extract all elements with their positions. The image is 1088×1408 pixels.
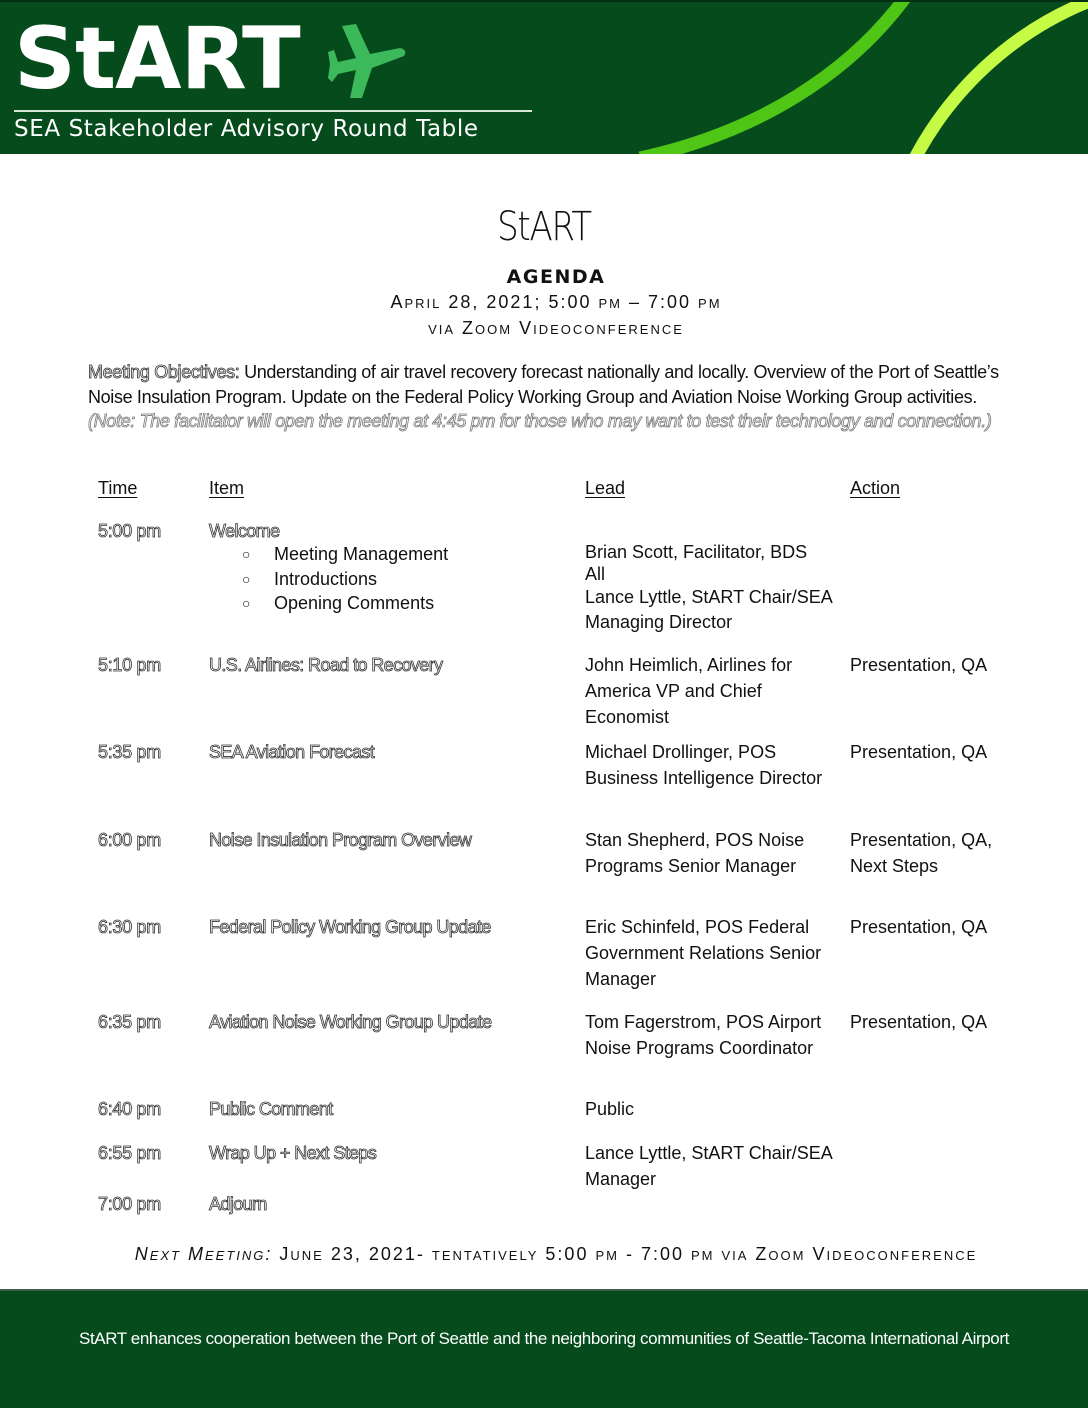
objectives-note: (Note: The facilitator will open the meeting at 4:45 pm for those who may want to test their technology and connection.) (88, 411, 992, 431)
row-item: U.S. Airlines: Road to Recovery (209, 655, 443, 675)
row-item: SEA Aviation Forecast (209, 742, 375, 762)
row-time: 5:35 pm (98, 742, 161, 762)
document-title: StART (497, 204, 591, 250)
row-time: 5:10 pm (98, 655, 161, 675)
row-lead: Stan Shepherd, POS Noise Programs Senior Manager (585, 830, 805, 876)
logo-divider (14, 110, 532, 112)
column-header-time: Time (98, 478, 138, 498)
row-action: Presentation, QA (850, 655, 988, 675)
row-action: Presentation, QA (850, 1012, 988, 1032)
next-meeting-label: Next Meeting: (134, 1244, 273, 1264)
swoosh-right (915, 2, 1088, 154)
sub-item: ○ Meeting Management (240, 542, 448, 567)
next-meeting-details: June 23, 2021- tentatively 5:00 pm - 7:00 pm via Zoom Videoconference (272, 1244, 978, 1264)
header-banner (0, 0, 1088, 154)
agenda-heading: AGENDA (506, 266, 606, 288)
column-header-item: Item (209, 478, 245, 498)
row-item: Aviation Noise Working Group Update (209, 1012, 492, 1032)
column-header-lead: Lead (585, 478, 626, 498)
row-item: Welcome (209, 521, 280, 541)
row-lead: Tom Fagerstrom, POS Airport Noise Programs Coordinator (585, 1012, 822, 1058)
row-time: 5:00 pm (98, 521, 161, 541)
swoosh-left (640, 2, 905, 154)
row-action: Presentation, QA (850, 742, 988, 762)
objectives-text: Understanding of air travel recovery forecast nationally and locally. Overview of the Port of Seattle’s Noise Insulation Program. Update on the Federal Policy Working Group and Aviation Noise Working Group activities. (88, 362, 999, 407)
circle-bullet-icon: ○ (242, 546, 251, 562)
row-item: Wrap Up + Next Steps (209, 1143, 377, 1163)
meeting-date: April 28, 2021; 5:00 pm – 7:00 pm (390, 292, 722, 312)
objectives-label: Meeting Objectives: (88, 362, 240, 382)
logo-wordmark: StART (14, 9, 300, 109)
row-time: 6:00 pm (98, 830, 161, 850)
row-time: 6:35 pm (98, 1012, 161, 1032)
row-item: Noise Insulation Program Overview (209, 830, 472, 850)
row-lead: Eric Schinfeld, POS Federal Government Relations Senior Manager (585, 917, 822, 989)
logo-subtitle: SEA Stakeholder Advisory Round Table (14, 116, 479, 142)
row-time: 6:40 pm (98, 1099, 161, 1119)
meeting-objectives (88, 360, 1023, 434)
row-item: Adjourn (209, 1194, 267, 1214)
row-lead: John Heimlich, Airlines for America VP and Chief Economist (585, 655, 793, 727)
row-item: Public Comment (209, 1099, 333, 1119)
next-meeting (0, 1244, 1088, 1265)
circle-bullet-icon: ○ (242, 595, 251, 611)
footer-banner (0, 1289, 1088, 1408)
sub-item: ○ Opening Comments (240, 591, 448, 616)
row-action: Presentation, QA (850, 917, 988, 937)
row-lead: Brian Scott, Facilitator, BDS All Lance Lyttle, StART Chair/SEA Managing Director (585, 542, 832, 632)
row-lead: Public (585, 1099, 635, 1119)
welcome-sub-items (240, 542, 448, 616)
meeting-venue: via Zoom Videoconference (428, 318, 684, 338)
row-time: 7:00 pm (98, 1194, 161, 1214)
row-lead: Michael Drollinger, POS Business Intelligence Director (585, 742, 823, 788)
airplane-icon (326, 22, 408, 100)
row-action: Presentation, QA, Next Steps (850, 830, 993, 876)
sub-item: ○ Introductions (240, 567, 448, 592)
column-header-action: Action (850, 478, 901, 498)
row-time: 6:55 pm (98, 1143, 161, 1163)
circle-bullet-icon: ○ (242, 570, 251, 587)
footer-tagline: StART enhances cooperation between the Port of Seattle and the neighboring communities of Seattle-Tacoma International Airport (79, 1329, 1009, 1348)
row-item: Federal Policy Working Group Update (209, 917, 491, 937)
row-time: 6:30 pm (98, 917, 161, 937)
row-lead: Lance Lyttle, StART Chair/SEA Manager (585, 1143, 832, 1189)
